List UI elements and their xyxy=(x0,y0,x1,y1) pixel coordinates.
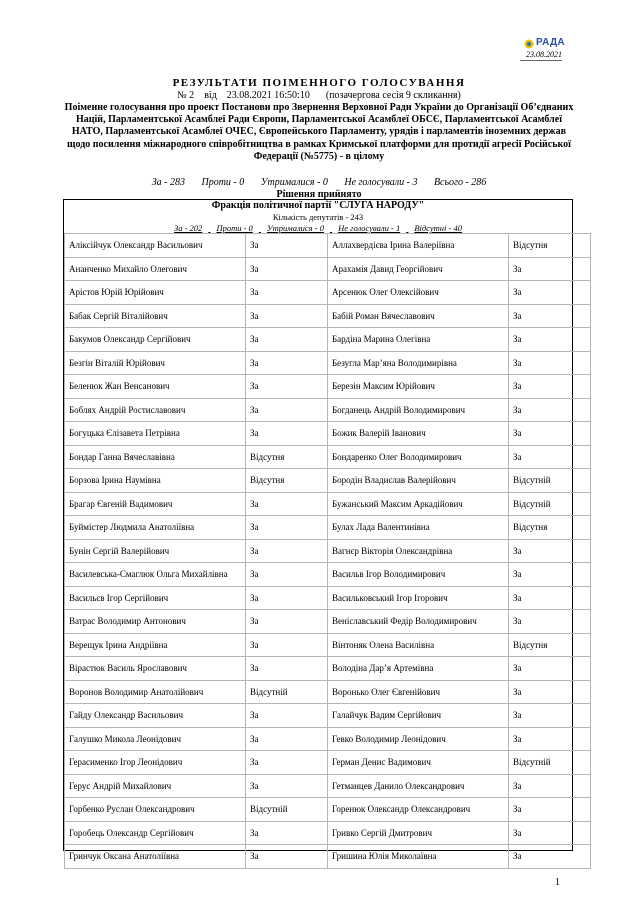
deputy-name: Гетманцев Данило Олександрович xyxy=(328,774,509,798)
deputy-vote: За xyxy=(509,398,591,422)
deputy-vote: За xyxy=(246,375,328,399)
vote-number: № 2 xyxy=(177,90,195,101)
table-row xyxy=(65,257,591,281)
deputy-name: Вагнєр Вікторія Олександрівна xyxy=(328,539,509,563)
deputy-vote: За xyxy=(246,774,328,798)
deputy-vote: За xyxy=(246,727,328,751)
deputy-vote: За xyxy=(246,492,328,516)
table-row xyxy=(65,586,591,610)
deputy-name: Ананченко Михайло Олегович xyxy=(65,257,246,281)
deputy-name: Ватрас Володимир Антонович xyxy=(65,610,246,634)
deputy-name: Бондаренко Олег Володимирович xyxy=(328,445,509,469)
vote-summary xyxy=(0,177,638,188)
deputy-name: Гевко Володимир Леонідович xyxy=(328,727,509,751)
deputy-vote: Відсутня xyxy=(509,234,591,258)
faction-header xyxy=(63,200,573,234)
faction-name: Фракція політичної партії "СЛУГА НАРОДУ" xyxy=(211,200,425,211)
table-row xyxy=(65,328,591,352)
deputy-name: Бужанський Максим Аркадійович xyxy=(328,492,509,516)
deputy-name: Бондар Ганна Вячеславівна xyxy=(65,445,246,469)
deputy-vote: За xyxy=(246,657,328,681)
deputy-vote: За xyxy=(509,351,591,375)
deputy-vote: За xyxy=(509,375,591,399)
deputy-name: Бородін Владислав Валерійович xyxy=(328,469,509,493)
table-row xyxy=(65,704,591,728)
faction-not-voted: Не голосували - 1 xyxy=(338,223,401,233)
decision: Рішення прийнято xyxy=(276,189,362,200)
deputy-name: Васильв Ігор Володимирович xyxy=(328,563,509,587)
table-row xyxy=(65,469,591,493)
deputy-vote: За xyxy=(509,610,591,634)
deputy-vote: Відсутня xyxy=(509,633,591,657)
deputy-name: Горенюк Олександр Олександрович xyxy=(328,798,509,822)
table-row xyxy=(65,398,591,422)
table-row xyxy=(65,774,591,798)
summary-for: За - 283 xyxy=(151,177,185,188)
deputy-vote: Відсутня xyxy=(246,445,328,469)
deputy-vote: За xyxy=(246,328,328,352)
deputy-vote: За xyxy=(509,328,591,352)
deputy-vote: За xyxy=(246,586,328,610)
vote-session: (позачергова сесія 9 скликання) xyxy=(325,90,461,101)
table-row xyxy=(65,234,591,258)
deputy-name: Горбенко Руслан Олександрович xyxy=(65,798,246,822)
deputy-name: Беленюк Жан Венсанович xyxy=(65,375,246,399)
deputy-name: Березін Максим Юрійович xyxy=(328,375,509,399)
deputy-vote: За xyxy=(246,821,328,845)
deputy-name: Бунін Сергій Валерійович xyxy=(65,539,246,563)
deputy-name: Горобець Олександр Сергійович xyxy=(65,821,246,845)
table-row xyxy=(65,516,591,540)
deputy-name: Аліксійчук Олександр Васильович xyxy=(65,234,246,258)
deputy-vote: За xyxy=(509,845,591,869)
deputy-vote: Відсутня xyxy=(509,516,591,540)
deputy-name: Булах Лада Валентинівна xyxy=(328,516,509,540)
table-row xyxy=(65,680,591,704)
table-row xyxy=(65,751,591,775)
deputy-name: Бакумов Олександр Сергійович xyxy=(65,328,246,352)
deputy-vote: За xyxy=(246,539,328,563)
faction-count: Кількість депутатів - 243 xyxy=(272,212,364,222)
deputy-name: Герасименко Ігор Леонідович xyxy=(65,751,246,775)
deputy-name: Володіна Дар’я Артемівна xyxy=(328,657,509,681)
vote-datetime: 23.08.2021 16:50:10 xyxy=(226,90,310,101)
table-row xyxy=(65,422,591,446)
deputy-name: Воронов Володимир Анатолійович xyxy=(65,680,246,704)
table-row xyxy=(65,798,591,822)
deputy-vote: За xyxy=(246,610,328,634)
deputy-name: Богуцька Єлізавета Петрівна xyxy=(65,422,246,446)
deputy-name: Бабак Сергій Віталійович xyxy=(65,304,246,328)
deputy-name: Галушко Микола Леонідович xyxy=(65,727,246,751)
table-row xyxy=(65,657,591,681)
table-row xyxy=(65,845,591,869)
deputy-name: Буймістер Людмила Анатоліївна xyxy=(65,516,246,540)
table-row xyxy=(65,727,591,751)
table-row xyxy=(65,445,591,469)
deputy-name: Герман Денис Вадимович xyxy=(328,751,509,775)
deputy-vote: За xyxy=(246,845,328,869)
table-row xyxy=(65,375,591,399)
deputy-name: Гришина Юлія Миколаївна xyxy=(328,845,509,869)
table-row xyxy=(65,539,591,563)
votes-table xyxy=(64,233,591,869)
deputy-vote: Відсутній xyxy=(509,751,591,775)
page-title: РЕЗУЛЬТАТИ ПОІМЕННОГО ГОЛОСУВАННЯ xyxy=(172,77,466,89)
table-row xyxy=(65,351,591,375)
deputy-vote: Відсутній xyxy=(246,680,328,704)
deputy-name: Арсенюк Олег Олексійович xyxy=(328,281,509,305)
faction-absent: Відсутні - 40 xyxy=(414,223,462,233)
deputy-name: Безгін Віталій Юрійович xyxy=(65,351,246,375)
deputy-name: Безугла Мар’яна Володимирівна xyxy=(328,351,509,375)
deputy-vote: За xyxy=(246,516,328,540)
vote-from: від xyxy=(204,90,217,101)
deputy-vote: За xyxy=(246,281,328,305)
deputy-vote: За xyxy=(509,539,591,563)
deputy-name: Бардіна Марина Олегівна xyxy=(328,328,509,352)
deputy-vote: За xyxy=(509,304,591,328)
deputy-name: Брагар Євгеній Вадимович xyxy=(65,492,246,516)
vote-subtitle xyxy=(0,90,638,101)
deputy-vote: За xyxy=(246,398,328,422)
deputy-vote: Відсутній xyxy=(246,798,328,822)
deputy-name: Гринчук Оксана Анатоліївна xyxy=(65,845,246,869)
deputy-name: Галайчук Вадим Сергійович xyxy=(328,704,509,728)
deputy-vote: За xyxy=(509,563,591,587)
logo-date: 23.08.2021 xyxy=(520,50,562,61)
deputy-name: Божик Валерій Іванович xyxy=(328,422,509,446)
vote-description: Поіменне голосування про проект Постанови про Звернення Верховної Ради України до Організації Об’єднаних Націй, Парламентської Асамблеї Ради Європи, Парламентської Асамблеї ОБСЄ, Парламентської Асамблеї НАТО, Парламентської Асамблеї ОЧЕС, Європейського Парламенту, урядів і парламентів іноземних держав щодо посилення міжнародного співробітництва в рамках Кримської платформи для протидії агресії Російської Федерації (№5775) - в цілому xyxy=(64,102,574,162)
deputy-vote: За xyxy=(509,257,591,281)
deputy-vote: За xyxy=(246,563,328,587)
deputy-name: Воронько Олег Євгенійович xyxy=(328,680,509,704)
deputy-vote: За xyxy=(246,704,328,728)
deputy-name: Васильковський Ігор Ігорович xyxy=(328,586,509,610)
deputy-vote: За xyxy=(246,633,328,657)
faction-abstained: Утрималися - 0 xyxy=(266,223,324,233)
deputy-vote: За xyxy=(246,257,328,281)
deputy-name: Гривко Сергій Дмитрович xyxy=(328,821,509,845)
summary-not-voted: Не голосували - 3 xyxy=(344,177,418,188)
deputy-vote: За xyxy=(246,234,328,258)
deputy-name: Бабій Роман Вячеславович xyxy=(328,304,509,328)
deputy-vote: За xyxy=(509,586,591,610)
deputy-name: Аллахвердієва Ірина Валеріївна xyxy=(328,234,509,258)
deputy-vote: За xyxy=(509,422,591,446)
deputy-vote: За xyxy=(246,751,328,775)
deputy-name: Арахамія Давид Георгійович xyxy=(328,257,509,281)
faction-against: Проти - 0 xyxy=(216,223,253,233)
table-row xyxy=(65,492,591,516)
deputy-vote: За xyxy=(246,304,328,328)
summary-abstained: Утрималися - 0 xyxy=(260,177,328,188)
faction-for: За - 202 xyxy=(174,223,203,233)
page-number: 1 xyxy=(555,877,560,888)
deputy-vote: Відсутня xyxy=(246,469,328,493)
deputy-name: Боблях Андрій Ростиславович xyxy=(65,398,246,422)
deputy-name: Веніславський Федір Володимирович xyxy=(328,610,509,634)
table-row xyxy=(65,821,591,845)
deputy-vote: За xyxy=(509,281,591,305)
deputy-vote: За xyxy=(509,680,591,704)
deputy-vote: За xyxy=(509,704,591,728)
deputy-name: Васильєв Ігор Сергійович xyxy=(65,586,246,610)
deputy-name: Богданець Андрій Володимирович xyxy=(328,398,509,422)
deputy-name: Гайду Олександр Васильович xyxy=(65,704,246,728)
summary-total: Всього - 286 xyxy=(433,177,487,188)
deputy-name: Герус Андрій Михайлович xyxy=(65,774,246,798)
deputy-vote: За xyxy=(246,351,328,375)
table-row xyxy=(65,563,591,587)
deputy-name: Василевська-Смаглюк Ольга Михайлівна xyxy=(65,563,246,587)
deputy-vote: За xyxy=(509,727,591,751)
table-row xyxy=(65,304,591,328)
deputy-name: Верещук Ірина Андріївна xyxy=(65,633,246,657)
deputy-vote: За xyxy=(509,774,591,798)
table-row xyxy=(65,633,591,657)
deputy-vote: За xyxy=(509,657,591,681)
table-row xyxy=(65,281,591,305)
deputy-vote: За xyxy=(246,422,328,446)
deputy-vote: Відсутній xyxy=(509,469,591,493)
deputy-name: Борзова Ірина Наумівна xyxy=(65,469,246,493)
deputy-name: Арістов Юрій Юрійович xyxy=(65,281,246,305)
table-row xyxy=(65,610,591,634)
deputy-name: Вірастюк Василь Ярославович xyxy=(65,657,246,681)
deputy-vote: Відсутній xyxy=(509,492,591,516)
deputy-name: Вінтоняк Олена Василівна xyxy=(328,633,509,657)
summary-against: Проти - 0 xyxy=(201,177,245,188)
deputy-vote: За xyxy=(509,821,591,845)
logo-text: РАДА xyxy=(536,37,565,48)
deputy-vote: За xyxy=(509,798,591,822)
deputy-vote: За xyxy=(509,445,591,469)
